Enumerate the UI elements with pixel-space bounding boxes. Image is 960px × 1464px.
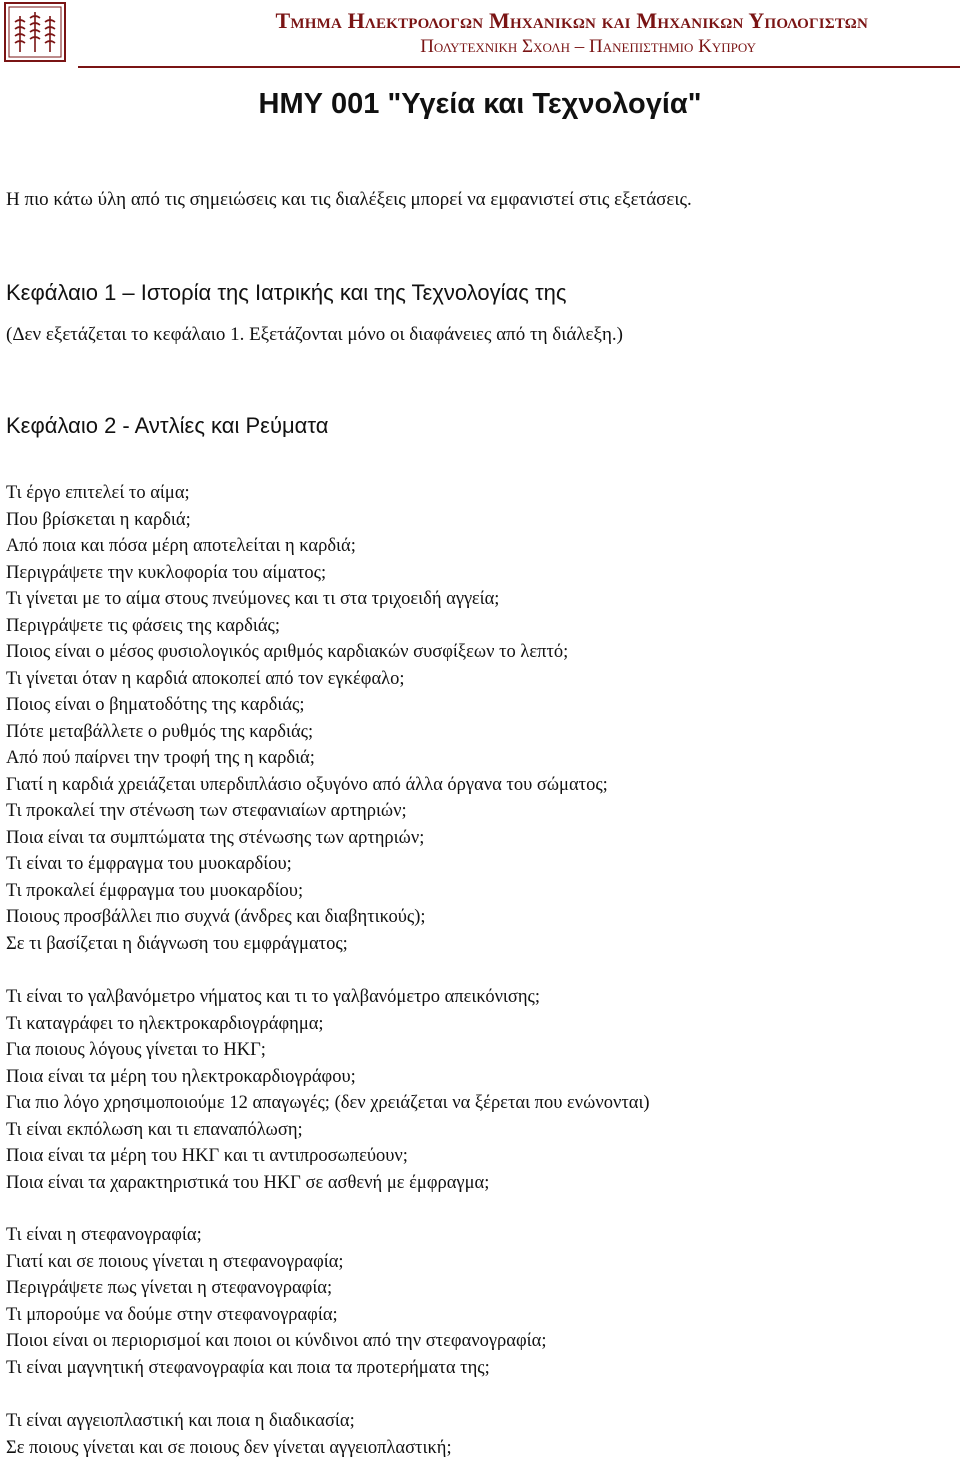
department-name: Τμημα Ηλεκτρολογων Μηχανικων και Μηχανικων Υπολογιστων [275,8,868,33]
question-item: Για πιο λόγο χρησιμοποιούμε 12 απαγωγές; (δεν χρειάζεται να ξέρεται που ενώνονται) [6,1093,650,1113]
question-item: Τι είναι το γαλβανόμετρο νήματος και τι το γαλβανόμετρο απεικόνισης; [6,987,541,1007]
chapter2-heading: Κεφάλαιο 2 - Αντλίες και Ρεύματα [6,413,329,438]
question-item: Τι είναι το έμφραγμα του μυοκαρδίου; [6,854,292,874]
question-item: Τι γίνεται όταν η καρδιά αποκοπεί από τον εγκέφαλο; [6,668,405,689]
question-item: Από πού παίρνει την τροφή της η καρδιά; [6,748,315,768]
question-item: Ποιους προσβάλλει πιο συχνά (άνδρες και διαβητικούς); [6,907,426,927]
question-item: Ποιος είναι ο μέσος φυσιολογικός αριθμός καρδιακών συσφίξεων το λεπτό; [6,642,569,662]
question-item: Περιγράψετε τις φάσεις της καρδιάς; [6,615,281,636]
question-item: Σε ποιους γίνεται και σε ποιους δεν γίνεται αγγειοπλαστική; [6,1437,452,1458]
question-group-angioplasty [6,1408,956,1461]
school-name: Πολυτεχνικη Σχολη – Πανεπιστημιο Κυπρου [420,36,756,57]
question-item: Τι προκαλεί έμφραγμα του μυοκαρδίου; [6,880,304,901]
page-title: ΗΜΥ 001 "Υγεία και Τεχνολογία" [258,88,702,120]
question-group-ecg [6,984,956,1196]
question-item: Γιατί και σε ποιους γίνεται η στεφανογραφία; [6,1251,344,1272]
question-item: Από ποια και πόσα μέρη αποτελείται η καρδιά; [6,536,356,556]
header-divider [78,66,960,68]
question-item: Πότε μεταβάλλετε ο ρυθμός της καρδιάς; [6,721,314,742]
question-item: Γιατί η καρδιά χρειάζεται υπερδιπλάσιο οξυγόνο από άλλα όργανα του σώματος; [6,774,608,795]
question-item: Τι έργο επιτελεί το αίμα; [6,483,190,503]
question-item: Τι καταγράφει το ηλεκτροκαρδιογράφημα; [6,1013,324,1034]
question-item: Σε τι βασίζεται η διάγνωση του εμφράγματος; [6,933,348,954]
question-item: Ποια είναι τα μέρη του ηλεκτροκαρδιογράφου; [6,1066,356,1087]
question-item: Ποια είναι τα χαρακτηριστικά του ΗΚΓ σε ασθενή με έμφραγμα; [6,1172,490,1193]
question-item: Για ποιους λόγους γίνεται το ΗΚΓ; [6,1040,266,1060]
question-item: Τι γίνεται με το αίμα στους πνεύμονες και τι στα τριχοειδή αγγεία; [6,589,500,609]
question-item: Περιγράψετε πως γίνεται η στεφανογραφία; [6,1278,333,1298]
question-item: Ποιοι είναι οι περιορισμοί και ποιοι οι κύνδινοι από την στεφανογραφία; [6,1331,547,1351]
question-group-angiography [6,1222,956,1381]
question-item: Που βρίσκεται η καρδιά; [6,509,191,530]
page-header [0,0,960,64]
intro-text: Η πιο κάτω ύλη από τις σημειώσεις και τις διαλέξεις μπορεί να εμφανιστεί στις εξετάσεις. [6,189,692,210]
question-item: Τι είναι η στεφανογραφία; [6,1225,202,1245]
question-item: Ποια είναι τα μέρη του ΗΚΓ και τι αντιπροσωπεύουν; [6,1146,408,1166]
question-group-heart [6,480,956,957]
question-item: Τι είναι μαγνητική στεφανογραφία και ποια τα προτερήματα της; [6,1357,490,1378]
chapter1-heading: Κεφάλαιο 1 – Ιστορία της Ιατρικής και της Τεχνολογίας της [6,280,567,305]
university-logo-icon [4,2,66,62]
chapter1-note: (Δεν εξετάζεται το κεφάλαιο 1. Εξετάζονται μόνο οι διαφάνειες από τη διάλεξη.) [6,324,623,345]
question-item: Περιγράψετε την κυκλοφορία του αίματος; [6,562,327,583]
question-item: Ποιος είναι ο βηματοδότης της καρδιάς; [6,695,305,715]
question-item: Τι είναι εκπόλωση και τι επαναπόλωση; [6,1119,303,1140]
question-item: Τι προκαλεί την στένωση των στεφανιαίων αρτηριών; [6,801,407,821]
question-item: Ποια είναι τα συμπτώματα της στένωσης των αρτηριών; [6,827,425,848]
question-item: Τι μπορούμε να δούμε στην στεφανογραφία; [6,1304,338,1325]
question-item: Τι είναι αγγειοπλαστική και ποια η διαδικασία; [6,1411,355,1431]
